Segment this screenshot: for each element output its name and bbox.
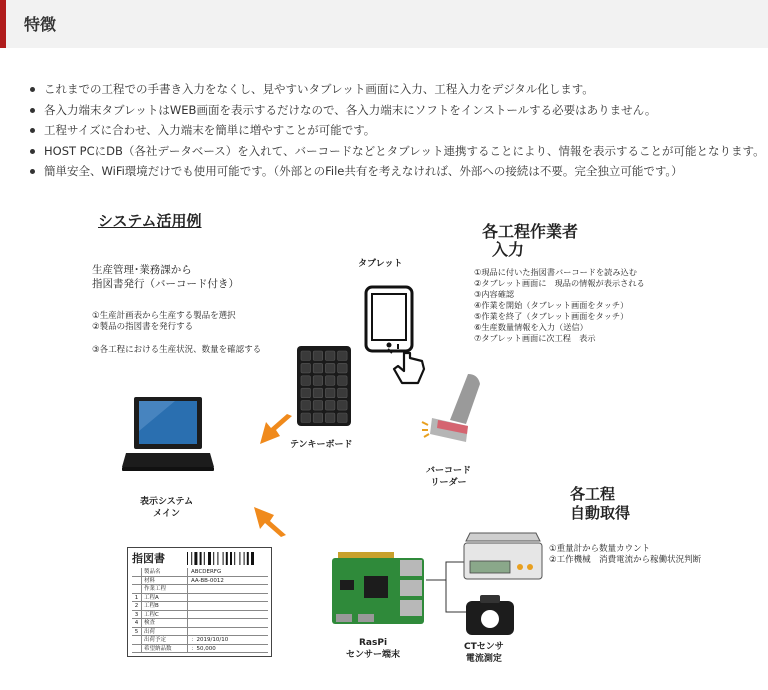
order-sheet-value: AA-BB-0012	[191, 577, 224, 584]
order-sheet-value: ：50,000	[191, 645, 216, 652]
order-sheet-label: 作業工程	[142, 585, 188, 593]
keypad-key	[301, 413, 311, 423]
keypad-key	[338, 413, 348, 423]
tablet-label: タブレット	[358, 259, 403, 269]
order-sheet-value	[188, 602, 268, 610]
keypad-label: テンキーボード	[290, 440, 353, 450]
keypad-key	[313, 413, 323, 423]
order-sheet-no	[132, 568, 142, 576]
order-sheet-no: 4	[132, 619, 142, 627]
order-sheet-label: 工程B	[142, 602, 188, 610]
keypad-key	[325, 388, 335, 398]
ct-sensor-label	[464, 641, 504, 665]
order-sheet-table	[132, 568, 268, 653]
barcode-reader-label-line: リーダー	[430, 478, 467, 488]
order-sheet-row	[132, 636, 268, 645]
order-sheet-no	[132, 585, 142, 593]
mgmt-step: ①生産計画表から生産する製品を選択	[92, 311, 236, 321]
keypad-key	[313, 351, 323, 361]
keypad-icon	[296, 345, 352, 427]
auto-step: ②工作機械 消費電流から稼働状況判断	[549, 555, 702, 565]
barcode-bar	[200, 552, 202, 565]
order-sheet-label: 出荷	[142, 628, 188, 636]
mgmt-step: ②製品の指図書を発行する	[92, 322, 194, 332]
arrow-keypad-to-laptop-icon	[258, 410, 298, 448]
order-sheet-no	[132, 645, 142, 653]
barcode-bar	[244, 552, 245, 565]
barcode-bar	[230, 552, 232, 565]
order-sheet-row	[132, 611, 268, 620]
barcode-bar	[191, 552, 192, 565]
keypad-key	[301, 351, 311, 361]
barcode-bar	[234, 552, 235, 565]
order-sheet	[127, 547, 272, 657]
keypad-key	[338, 401, 348, 411]
order-sheet-value	[188, 594, 268, 602]
auto-title-line: 自動取得	[570, 504, 631, 522]
keypad-key	[325, 376, 335, 386]
feature-item: HOST PCにDB（各社データベース）を入れて、バーコードなどとタブレット連携することにより、情報を表示することが可能となります。	[28, 141, 758, 162]
ct-sensor-icon	[462, 593, 518, 639]
worker-title-line: 各工程作業者	[482, 222, 579, 241]
order-sheet-no: 5	[132, 628, 142, 636]
section-title: 特徴	[24, 15, 57, 34]
ct-sensor-label-line: 電流測定	[465, 654, 502, 664]
auto-title	[570, 485, 630, 523]
feature-item: 工程サイズに合わせ、入力端末を簡単に増やすことが可能です。	[28, 120, 758, 141]
order-sheet-row	[132, 577, 268, 586]
keypad-key	[301, 388, 311, 398]
order-sheet-value	[188, 619, 268, 627]
mgmt-step: ③各工程における生産状況、数量を確認する	[92, 345, 262, 355]
order-sheet-no: 1	[132, 594, 142, 602]
order-sheet-row	[132, 619, 268, 628]
keypad-key	[325, 363, 335, 373]
worker-step: ③内容確認	[474, 289, 515, 299]
order-sheet-label: 検査	[142, 619, 188, 627]
feature-list	[28, 79, 765, 182]
order-sheet-row	[132, 585, 268, 594]
worker-step: ①現品に付いた指図書バーコードを読み込む	[474, 267, 637, 277]
barcode-bar	[194, 552, 197, 565]
order-sheet-row	[132, 628, 268, 637]
order-sheet-value	[188, 611, 268, 619]
mgmt-steps	[92, 311, 236, 333]
arrow-order-to-laptop-icon	[252, 503, 292, 541]
order-sheet-row	[132, 594, 268, 603]
barcode-bar	[239, 552, 240, 565]
order-sheet-no: 2	[132, 602, 142, 610]
order-sheet-label: 工程A	[142, 594, 188, 602]
keypad-key	[338, 351, 348, 361]
barcode-reader-label-line: バーコード	[426, 466, 472, 476]
barcode-bar	[223, 552, 224, 565]
keypad-key	[338, 363, 348, 373]
barcode-reader-label	[426, 465, 471, 489]
barcode-bar	[251, 552, 254, 565]
raspi-label-line: RasPi	[358, 638, 388, 648]
order-sheet-label: 工程C	[142, 611, 188, 619]
system-diagram	[0, 195, 768, 690]
order-sheet-row	[132, 602, 268, 611]
barcode-bar	[226, 552, 228, 565]
order-sheet-no: 3	[132, 611, 142, 619]
order-sheet-no	[132, 577, 142, 585]
keypad-key	[313, 401, 323, 411]
barcode-bar	[208, 552, 211, 565]
order-sheet-row	[132, 568, 268, 577]
worker-title	[482, 223, 578, 259]
raspi-label-line: センサー端末	[346, 650, 401, 660]
order-sheet-no	[132, 636, 142, 644]
order-sheet-label: 材料	[142, 577, 188, 585]
barcode-bar	[213, 552, 214, 565]
mgmt-line: 指図書発行（バーコード付き）	[92, 278, 239, 290]
order-sheet-label: 希望納品数	[142, 645, 188, 653]
order-sheet-label: 製品名	[142, 568, 188, 576]
keypad-key	[325, 351, 335, 361]
worker-step: ②タブレット画面に 現品の情報が表示される	[474, 278, 645, 288]
order-sheet-label: 出荷予定	[142, 636, 188, 644]
diagram-title: システム活用例	[98, 212, 202, 230]
order-sheet-value: ：2019/10/10	[191, 637, 229, 643]
barcode-bar	[217, 552, 218, 565]
auto-title-line: 各工程	[570, 485, 616, 503]
order-sheet-value	[188, 628, 268, 636]
keypad-key	[301, 376, 311, 386]
barcode-reader-icon	[418, 370, 488, 448]
section-header	[0, 0, 768, 48]
keypad-key	[338, 376, 348, 386]
auto-steps	[549, 544, 701, 566]
keypad-key	[325, 401, 335, 411]
display-system-label-line: 表示システム	[140, 497, 194, 507]
display-system-label	[140, 496, 193, 520]
worker-step: ④作業を開始（タブレット画面をタッチ）	[474, 300, 629, 310]
keypad-key	[313, 363, 323, 373]
worker-step: ⑤作業を終了（タブレット画面をタッチ）	[474, 311, 629, 321]
auto-step: ①重量計から数量カウント	[549, 544, 651, 554]
barcode-bar	[187, 552, 188, 565]
mgmt-description	[92, 263, 239, 291]
worker-step: ⑦タブレット画面に次工程 表示	[474, 333, 596, 343]
mgmt-line: 生産管理･業務課から	[92, 264, 192, 276]
order-sheet-title: 指図書	[132, 552, 165, 565]
barcode-icon	[186, 552, 268, 565]
display-system-label-line: メイン	[153, 509, 180, 519]
feature-item: 簡単安全、WiFi環境だけでも使用可能です。（外部とのFile共有を考えなければ、外部への接続は不要。完全独立可能です。）	[28, 161, 758, 182]
keypad-key	[325, 413, 335, 423]
ct-sensor-label-line: CTセンサ	[464, 642, 504, 652]
feature-item: これまでの工程での手書き入力をなくし、見やすいタブレット画面に入力、工程入力をデジタル化します。	[28, 79, 758, 100]
order-sheet-value: ABCDERFG	[191, 569, 222, 575]
weight-scale-icon	[462, 531, 544, 583]
feature-item: 各入力端末タブレットはWEB画面を表示するだけなので、各入力端末にソフトをインストールする必要はありません。	[28, 100, 758, 121]
keypad-key	[313, 376, 323, 386]
keypad-key	[301, 401, 311, 411]
barcode-bar	[204, 552, 205, 565]
order-sheet-row	[132, 645, 268, 654]
header-accent-bar	[0, 0, 6, 48]
keypad-key	[313, 388, 323, 398]
raspi-board-icon	[330, 550, 426, 630]
barcode-bar	[247, 552, 249, 565]
worker-title-line: 入力	[492, 240, 525, 259]
keypad-key	[301, 363, 311, 373]
order-sheet-value	[188, 585, 268, 593]
worker-step: ⑥生産数量情報を入力（送信）	[474, 322, 588, 332]
raspi-label	[346, 637, 400, 661]
laptop-icon	[122, 395, 214, 475]
worker-steps	[474, 267, 645, 344]
keypad-key	[338, 388, 348, 398]
